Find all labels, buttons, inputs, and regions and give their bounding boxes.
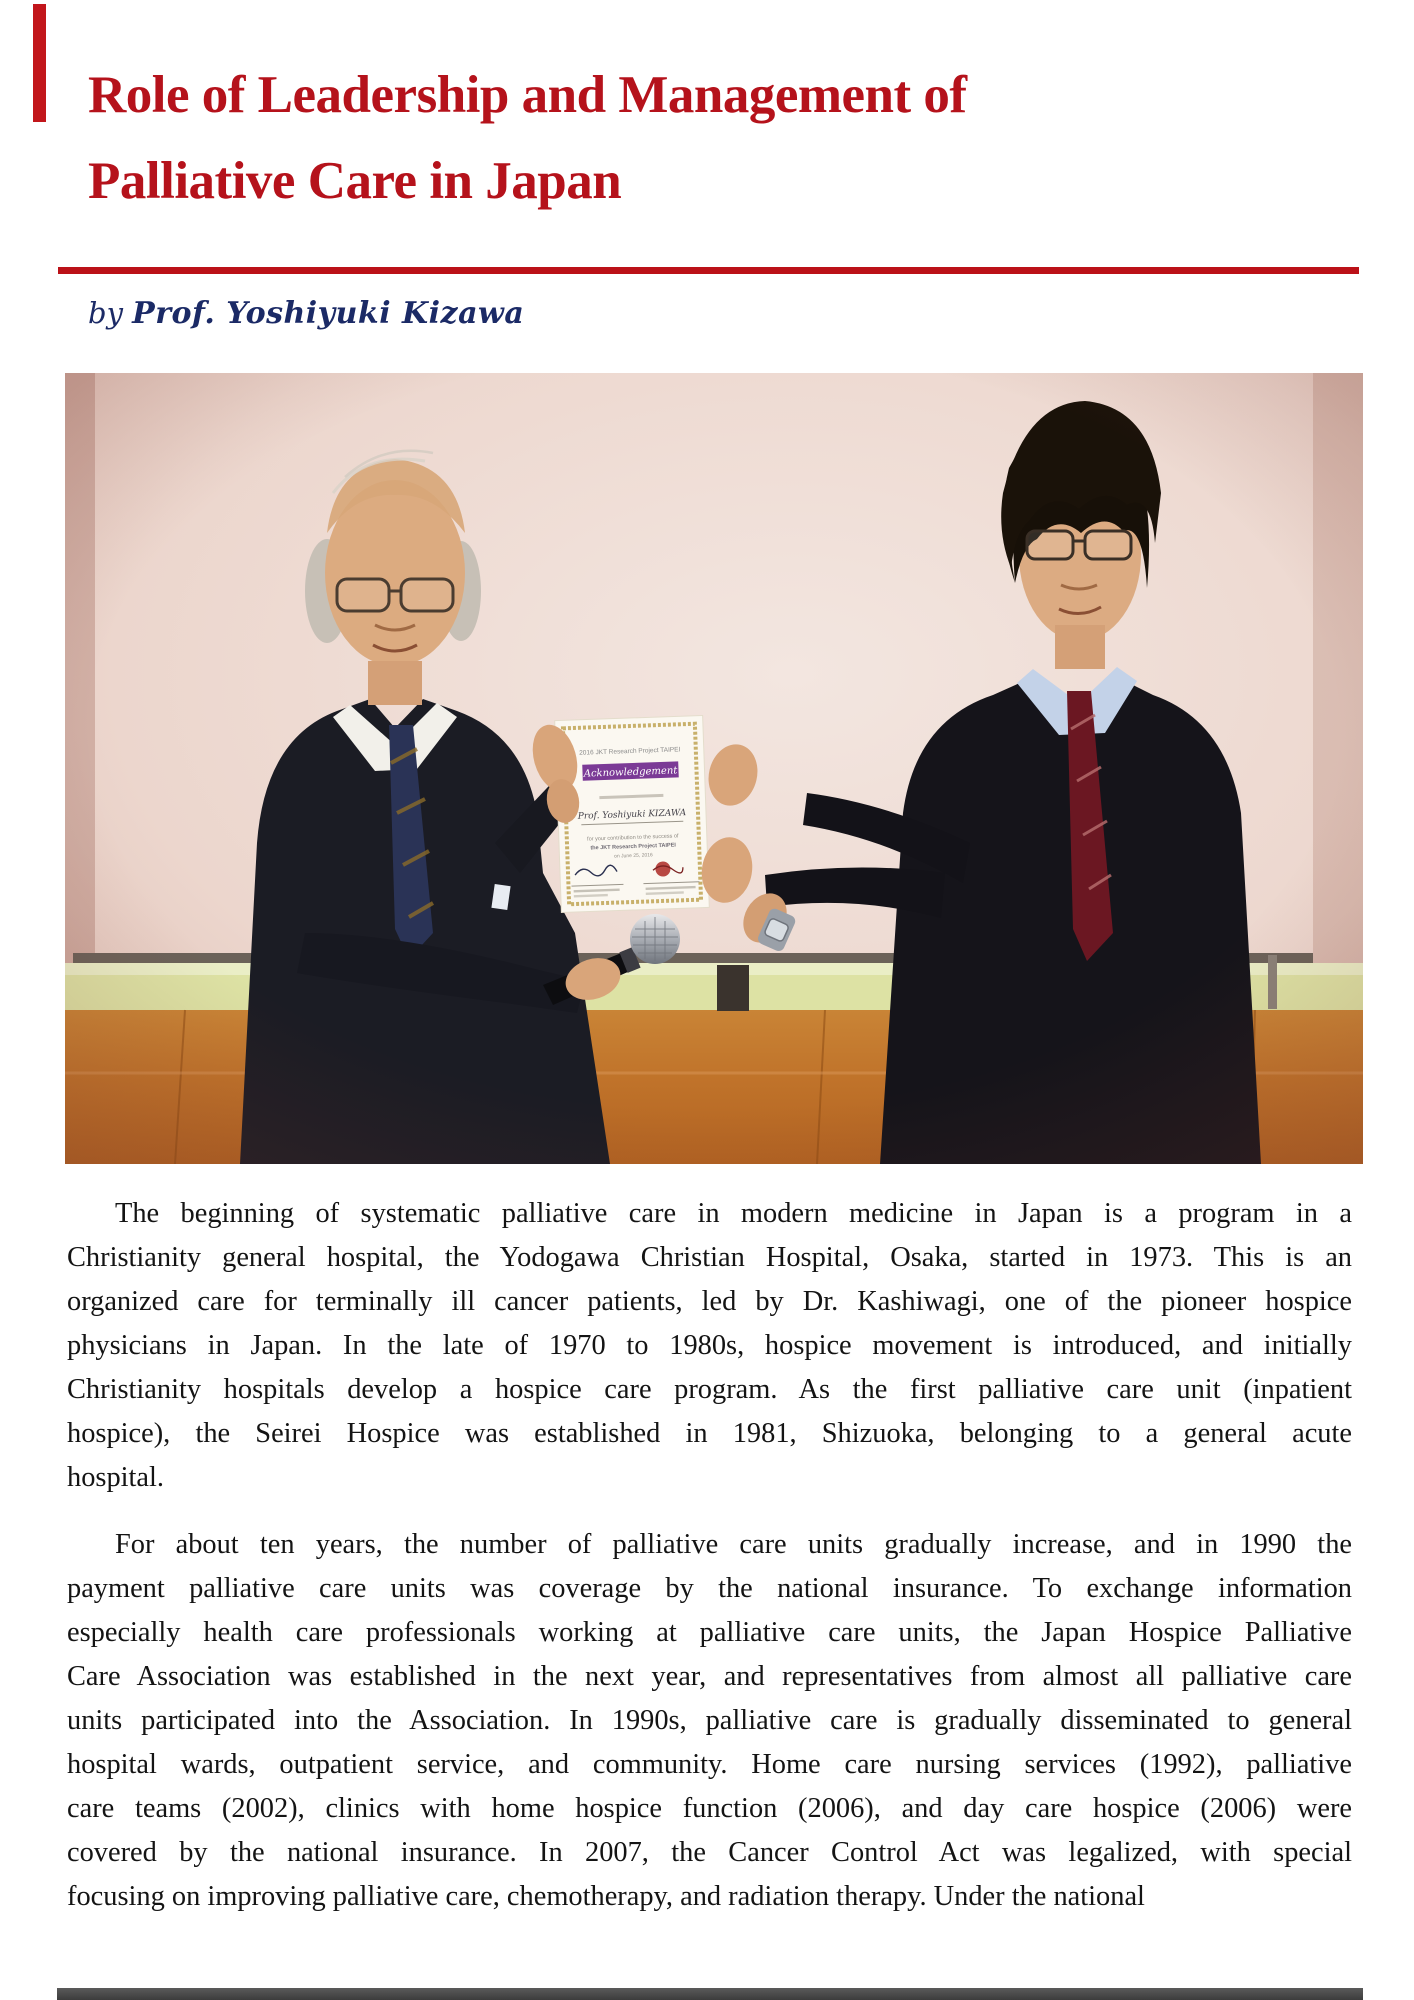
article-body (67, 1192, 1352, 1919)
left-edge-accent-bar (33, 4, 46, 122)
body-line: The beginning of systematic palliative care in modern medicine in Japan is a program in a (115, 1198, 1352, 1229)
body-line: Christianity general hospital, the Yodogawa Christian Hospital, Osaka, started in 1973. This is an (67, 1242, 1352, 1273)
next-image-edge (57, 1988, 1363, 2000)
body-line: hospice), the Seirei Hospice was established in 1981, Shizuoka, belonging to a general acute (67, 1418, 1352, 1449)
page-title (88, 52, 1368, 224)
body-line: hospital wards, outpatient service, and community. Home care nursing services (1992), palliative (67, 1749, 1352, 1780)
byline (88, 293, 1288, 334)
paragraph-2 (67, 1523, 1352, 1919)
byline-author: Prof. Yoshiyuki Kizawa (132, 296, 525, 331)
body-line: Care Association was established in the next year, and representatives from almost all palliative care (67, 1661, 1352, 1692)
body-line: covered by the national insurance. In 2007, the Cancer Control Act was legalized, with special (67, 1837, 1352, 1868)
body-line: payment palliative care units was coverage by the national insurance. To exchange information (67, 1573, 1352, 1604)
body-line: For about ten years, the number of palliative care units gradually increase, and in 1990 the (115, 1529, 1352, 1560)
body-line: care teams (2002), clinics with home hospice function (2006), and day care hospice (2006) were (67, 1793, 1352, 1824)
ceremony-photo (65, 373, 1363, 1164)
page-title-line2: Palliative Care in Japan (88, 152, 622, 210)
body-line: physicians in Japan. In the late of 1970 to 1980s, hospice movement is introduced, and initially (67, 1330, 1352, 1361)
page-title-line1: Role of Leadership and Management of (88, 66, 967, 124)
byline-prefix: by (88, 296, 123, 330)
paragraph-1 (67, 1192, 1352, 1500)
body-line: Christianity hospitals develop a hospice care program. As the first palliative care unit (inpatient (67, 1374, 1352, 1405)
body-line: focusing on improving palliative care, chemotherapy, and radiation therapy. Under the national (67, 1881, 1145, 1912)
body-line: organized care for terminally ill cancer patients, led by Dr. Kashiwagi, one of the pioneer hospice (67, 1286, 1352, 1317)
body-line: especially health care professionals working at palliative care units, the Japan Hospice Palliative (67, 1617, 1352, 1648)
title-divider-rule (58, 267, 1359, 274)
body-line: hospital. (67, 1462, 164, 1493)
body-line: units participated into the Association. In 1990s, palliative care is gradually disseminated to general (67, 1705, 1352, 1736)
